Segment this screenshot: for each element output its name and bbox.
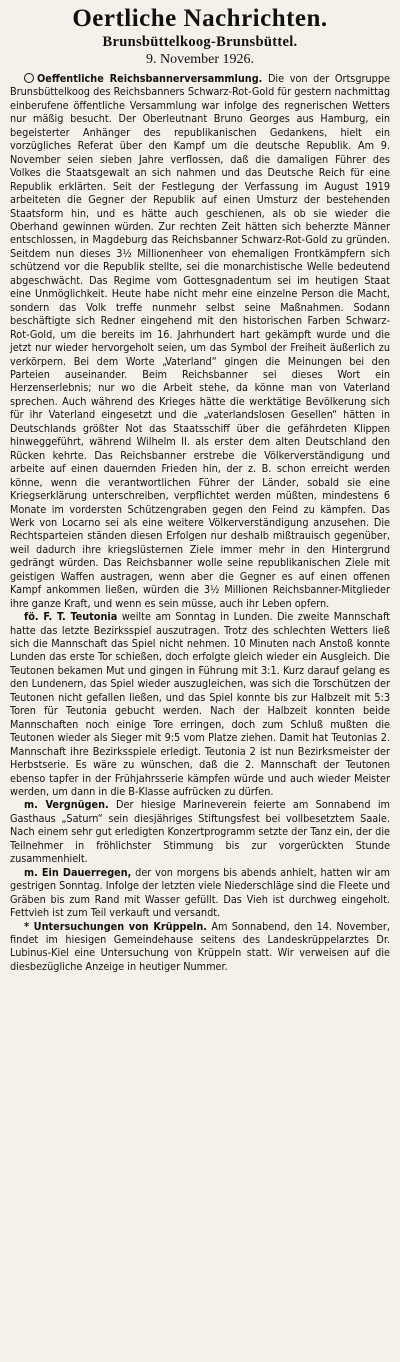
section-title: Oertliche Nachrichten. — [72, 5, 328, 32]
bullet-circle-icon — [24, 73, 34, 83]
masthead — [10, 4, 390, 69]
dateline: 9. November 1926. — [145, 52, 255, 67]
article-heading: m. Vergnügen. — [24, 798, 109, 812]
place-heading: Brunsbüttelkoog-Brunsbüttel. — [102, 34, 298, 50]
article-reichsbanner — [10, 72, 390, 610]
article-heading: fö. F. T. Teutonia — [24, 610, 118, 624]
article-body: der von morgens bis abends anhielt, hatten wir am gestrigen Sonntag. Infolge der letzten viele Niederschläge sind die Fleete und Gräben bis zum Rand mit Wasser gefüllt. Das Vieh ist durchweg eingeholt. Fettvieh ist zum Teil verkauft und versandt. — [10, 865, 390, 920]
article-heading: * Untersuchungen von Krüppeln. — [24, 919, 207, 933]
article-heading: m. Ein Dauerregen, — [24, 865, 132, 879]
article-kruppel — [10, 920, 390, 974]
article-body: Am Sonnabend, den 14. November, findet im hiesigen Gemeindehause seitens des Landeskrüppelarztes Dr. Lubinus-Kiel eine Untersuchung von Krüppeln statt. Wir verweisen auf die diesbezügliche Anzeige in heutiger Nummer. — [10, 919, 390, 973]
article-body: weilte am Sonntag in Lunden. Die zweite Mannschaft hatte das letzte Bezirksspiel auszutragen. Trotz des schlechten Wetters ließ sich die Mannschaft das Spiel nicht nehmen. 10 Minuten nach Anstoß konnte Lunden das erste Tor schießen, doch erfolgte gleich wieder ein Ausgleich. Die Teutonen bekamen Mut und gingen in Führung mit 3:1. Kurz darauf gelang es den Lundenern, das Spiel wieder auszugleichen, was sich die Torschützen der Teutonen nicht gefallen ließen, und das Spiel konnte bis zur Halbzeit mit 5:3 Toren für Teutonia gebucht werden. Nach der Halbzeit konnten beide Mannschaften noch einige Tore erringen, doch zum Schluß mußten die Teutonen wieder als Sieger mit 9:5 vom Platze ziehen. Damit hat Teutonias 2. Mannschaft ihre Bezirksspiele erledigt. Teutonia 2 ist nun Bezirksmeister der Herbstserie. Es wäre zu wünschen, daß die 2. Mannschaft der Teutonen ebenso tapfer in der Frühjahrsserie kämpfen würde und auch wieder Meister werden, um dann in die B-Klasse aufrücken zu dürfen. — [10, 610, 390, 799]
article-teutonia — [10, 610, 390, 798]
article-body: Die von der Ortsgruppe Brunsbüttelkoog des Reichsbanners Schwarz-Rot-Gold für gestern nachmittag einberufene öffentliche Versammlung war infolge des regnerischen Wetters nur mäßig besucht. Der Oberleutnant Bruno Georges aus Hamburg, ein begeisterter Anhänger des republikanischen Gedankens, hielt ein vorzügliches Referat über den Kampf um die deutsche Republik. Am 9. November seien sieben Jahre verflossen, daß die damaligen Führer des Volkes die Staatsgewalt an sich nahmen und das Deutsche Reich für eine Republik erklärten. Seit der Festlegung der Verfassung im August 1919 arbeiteten die Gegner der Republik auf einen Umsturz der bestehenden Staatsform hin, und es hätte auch geschienen, als ob sie wieder die Oberhand gewinnen würden. Zur rechten Zeit hätten sich beherzte Männer entschlossen, in Magdeburg das Reichsbanner Schwarz-Rot-Gold zu gründen. Seitdem nun dieses 3½ Millionenheer von ehemaligen Frontkämpfern sich schützend vor die Republik stellte, sei die monarchistische Welle bedeutend abgeschwächt. Das Regime vom Gottesgnadentum sei im heutigen Staat eine Unmöglichkeit. Heute habe nicht mehr eine einzelne Person die Macht, sondern das Volk treffe nunmehr selbst seine Maßnahmen. Sodann beschäftigte sich Redner eingehend mit den historischen Farben Schwarz-Rot-Gold, um die bereits im 16. Jahrhundert hart gekämpft wurde und die jetzt nur wieder hervorgeholt seien, um das Symbol der Freiheit äußerlich zu verkörpern. Bei dem Worte „Vaterland“ gingen die Meinungen bei den Parteien auseinander. Beim Reichsbanner sei dieses Wort ein Herzenserlebnis; nur wo die Arbeit stehe, da könne man von Vaterland sprechen. Auch während des Krieges hätte die werktätige Bevölkerung sich für ihr Vaterland eingesetzt und die „vaterlandslosen Gesellen“ hätten in Deutschlands größter Not das Staatsschiff über die gefährdeten Klippen hinweggeführt, während Wilhelm II. als erster dem alten Deutschland den Rücken kehrte. Das Reichsbanner erstrebe die Völkerverständigung und arbeite auf einen dauernden Frieden hin, der z. B. schon erreicht werden könne, wenn die verantwortlichen Führer der Länder, sobald sie eine Kriegserklärung unterschreiben, verpflichtet werden müßten, mindestens 6 Monate im vordersten Schützengraben gegen den Feind zu kämpfen. Das Werk von Locarno sei als eine weitere Völkerverständigung anzusehen. Die Rechtsparteien ständen diesen Erfolgen nur deshalb mißtrauisch gegenüber, weil dadurch ihre kriegslüsternen Ziele immer mehr in den Hintergrund gedrängt würden. Das Reichsbanner wolle seine republikanischen Ziele mit geistigen Waffen austragen, wenn aber die Gegner es auf einen offenen Kampf ankommen ließen, würden die 3½ Millionen Reichsbanner-Mitglieder ihre ganze Kraft, und wenn es sein müsse, auch ihr Leben opfern. — [10, 72, 390, 610]
article-body: Der hiesige Marineverein feierte am Sonnabend im Gasthaus „Saturn“ sein diesjähriges Stiftungsfest bei vollbesetztem Saale. Nach einem sehr gut erledigten Konzertprogramm setzte der Tanz ein, der die Teilnehmer in fröhlichster Stimmung bis zur vorgerückten Stunde zusammenhielt. — [10, 798, 390, 866]
article-dauerregen — [10, 866, 390, 920]
article-vergnuegen — [10, 798, 390, 865]
article-list — [10, 72, 390, 973]
article-heading: Oeffentliche Reichsbannerversammlung. — [37, 72, 263, 85]
